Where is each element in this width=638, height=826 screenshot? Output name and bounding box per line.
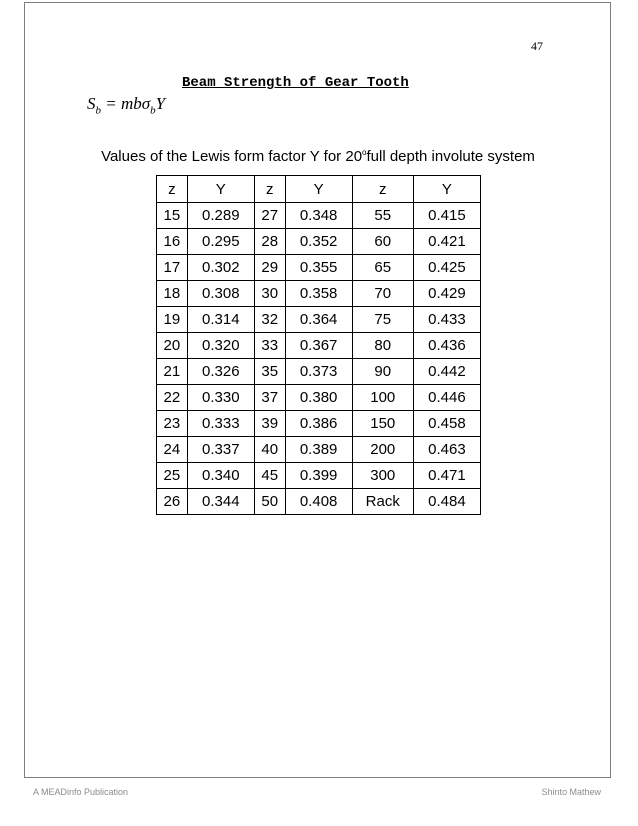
table-cell: 150 bbox=[352, 411, 413, 437]
table-row bbox=[157, 255, 481, 281]
table-cell: 0.442 bbox=[413, 359, 480, 385]
caption-text-start: Values of the Lewis form factor Y for 20 bbox=[101, 148, 363, 165]
table-row bbox=[157, 281, 481, 307]
table-cell: 0.429 bbox=[413, 281, 480, 307]
table-cell: 28 bbox=[254, 229, 285, 255]
section-heading: Beam Strength of Gear Tooth bbox=[182, 75, 409, 91]
formula-lhs: S bbox=[87, 94, 96, 113]
table-cell: 21 bbox=[157, 359, 188, 385]
lewis-form-factor-table bbox=[156, 175, 481, 515]
degree-symbol: o bbox=[362, 148, 367, 157]
table-cell: 23 bbox=[157, 411, 188, 437]
table-cell: 0.471 bbox=[413, 463, 480, 489]
table-row bbox=[157, 307, 481, 333]
table-cell: 0.425 bbox=[413, 255, 480, 281]
table-cell: 0.380 bbox=[285, 385, 352, 411]
table-cell: 0.308 bbox=[187, 281, 254, 307]
table-cell: 33 bbox=[254, 333, 285, 359]
table-row bbox=[157, 489, 481, 515]
table-cell: 17 bbox=[157, 255, 188, 281]
table-cell: 0.389 bbox=[285, 437, 352, 463]
table-caption bbox=[96, 144, 540, 165]
table-cell: 29 bbox=[254, 255, 285, 281]
table-cell: 65 bbox=[352, 255, 413, 281]
table-header-row bbox=[157, 176, 481, 203]
formula-rhs-subscript: b bbox=[150, 104, 156, 117]
table-cell: 0.386 bbox=[285, 411, 352, 437]
table-cell: 0.355 bbox=[285, 255, 352, 281]
table-row bbox=[157, 203, 481, 229]
table-cell: 39 bbox=[254, 411, 285, 437]
table-cell: 75 bbox=[352, 307, 413, 333]
table-cell: 0.436 bbox=[413, 333, 480, 359]
table-cell: 45 bbox=[254, 463, 285, 489]
table-cell: 50 bbox=[254, 489, 285, 515]
formula-lhs-subscript: b bbox=[95, 104, 101, 117]
table-cell: 0.373 bbox=[285, 359, 352, 385]
table-row bbox=[157, 229, 481, 255]
table-cell: 0.295 bbox=[187, 229, 254, 255]
formula-rhs-end: Y bbox=[155, 94, 166, 113]
table-cell: 27 bbox=[254, 203, 285, 229]
column-header: z bbox=[157, 176, 188, 203]
table-cell: 300 bbox=[352, 463, 413, 489]
table-cell: 80 bbox=[352, 333, 413, 359]
column-header: Y bbox=[285, 176, 352, 203]
column-header: Y bbox=[187, 176, 254, 203]
caption-text-end: full depth involute system bbox=[366, 148, 535, 165]
footer-publisher: A MEADinfo Publication bbox=[33, 787, 129, 797]
table-cell: 16 bbox=[157, 229, 188, 255]
table-cell: 0.421 bbox=[413, 229, 480, 255]
table-cell: 25 bbox=[157, 463, 188, 489]
table-cell: 0.415 bbox=[413, 203, 480, 229]
formula-rhs-main: = mbσ bbox=[105, 94, 151, 113]
table-cell: 26 bbox=[157, 489, 188, 515]
table-cell: 15 bbox=[157, 203, 188, 229]
table-row bbox=[157, 437, 481, 463]
table-cell: 22 bbox=[157, 385, 188, 411]
table-cell: 0.289 bbox=[187, 203, 254, 229]
table-cell: 0.458 bbox=[413, 411, 480, 437]
table-cell: 0.330 bbox=[187, 385, 254, 411]
page-number: 47 bbox=[531, 39, 543, 53]
table-row bbox=[157, 333, 481, 359]
table-row bbox=[157, 385, 481, 411]
table-row bbox=[157, 463, 481, 489]
table-cell: 0.314 bbox=[187, 307, 254, 333]
table-cell: 90 bbox=[352, 359, 413, 385]
table-cell: 0.367 bbox=[285, 333, 352, 359]
table-body bbox=[157, 203, 481, 515]
table-cell: 0.302 bbox=[187, 255, 254, 281]
table-cell: 0.337 bbox=[187, 437, 254, 463]
table-cell: Rack bbox=[352, 489, 413, 515]
table-cell: 55 bbox=[352, 203, 413, 229]
table-cell: 40 bbox=[254, 437, 285, 463]
table-cell: 70 bbox=[352, 281, 413, 307]
table-cell: 37 bbox=[254, 385, 285, 411]
table-cell: 0.446 bbox=[413, 385, 480, 411]
table-cell: 60 bbox=[352, 229, 413, 255]
table-cell: 0.408 bbox=[285, 489, 352, 515]
column-header: z bbox=[254, 176, 285, 203]
table-cell: 30 bbox=[254, 281, 285, 307]
table-row bbox=[157, 411, 481, 437]
table-cell: 20 bbox=[157, 333, 188, 359]
table-cell: 0.463 bbox=[413, 437, 480, 463]
table-cell: 0.352 bbox=[285, 229, 352, 255]
table-cell: 0.340 bbox=[187, 463, 254, 489]
table-cell: 0.333 bbox=[187, 411, 254, 437]
table-cell: 35 bbox=[254, 359, 285, 385]
table-cell: 19 bbox=[157, 307, 188, 333]
table-cell: 0.433 bbox=[413, 307, 480, 333]
column-header: Y bbox=[413, 176, 480, 203]
table-cell: 0.484 bbox=[413, 489, 480, 515]
table-cell: 24 bbox=[157, 437, 188, 463]
table-cell: 0.358 bbox=[285, 281, 352, 307]
table-row bbox=[157, 359, 481, 385]
table-cell: 0.320 bbox=[187, 333, 254, 359]
table-cell: 0.344 bbox=[187, 489, 254, 515]
table-cell: 100 bbox=[352, 385, 413, 411]
table-cell: 0.326 bbox=[187, 359, 254, 385]
footer-author: Shinto Mathew bbox=[541, 787, 601, 797]
table-cell: 0.348 bbox=[285, 203, 352, 229]
beam-strength-formula bbox=[87, 94, 165, 116]
table-cell: 32 bbox=[254, 307, 285, 333]
table-cell: 18 bbox=[157, 281, 188, 307]
table-cell: 200 bbox=[352, 437, 413, 463]
table-cell: 0.364 bbox=[285, 307, 352, 333]
column-header: z bbox=[352, 176, 413, 203]
table-cell: 0.399 bbox=[285, 463, 352, 489]
